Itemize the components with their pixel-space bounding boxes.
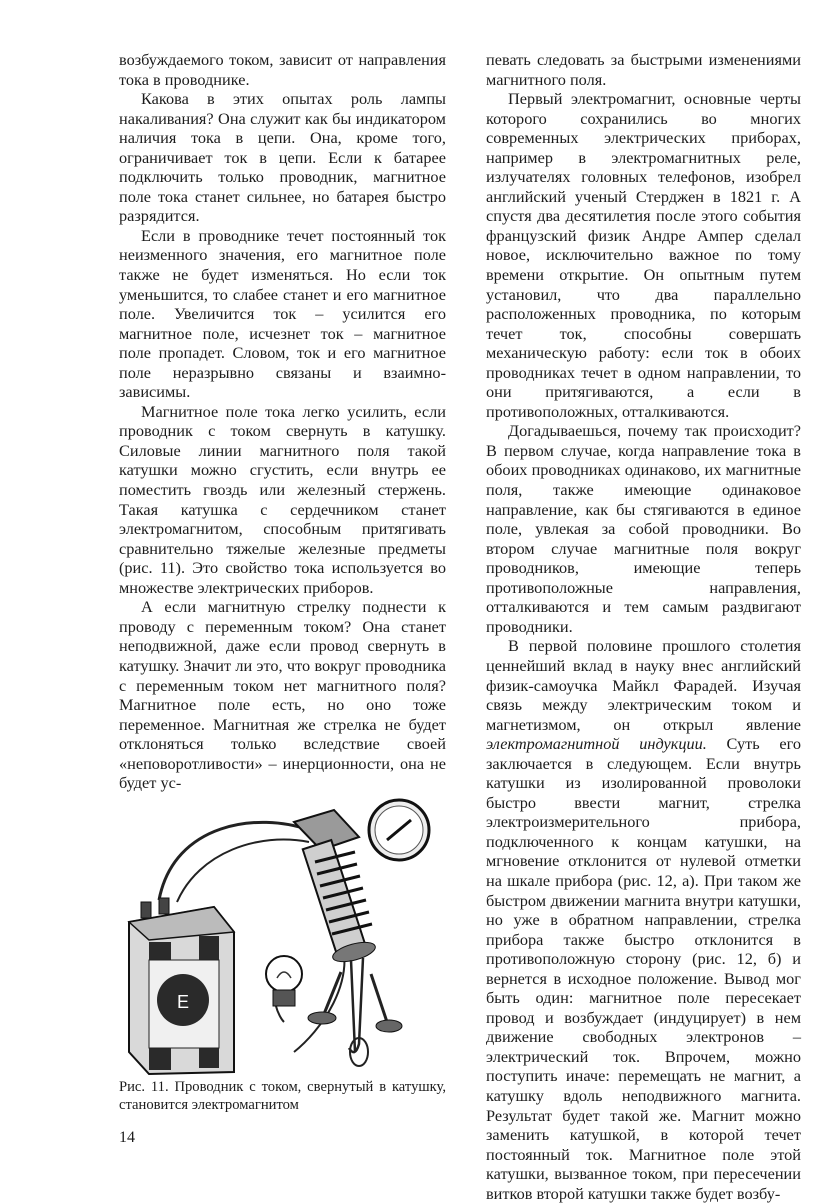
electromagnet-drawing (119, 782, 446, 1077)
left-paragraph-5: А если магнитную стрелку поднести к проводу с переменным током? Она станет неподвижной, даже если провод свернуть в катушку. Значит ли это, что вокруг проводника с переменным током нет магнитного поля? Магнитное поле есть, но оно тоже переменное. Магнитная же стрелка не будет отклоняться только вследствие своей «неповоротливости» – инерционности, она не будет ус- (119, 597, 446, 793)
right-paragraph-0: певать следовать за быстрыми изменениями магнитного поля. (486, 50, 801, 89)
left-column (119, 50, 446, 793)
figure-11-electromagnet-illustration (119, 782, 446, 1077)
right-paragraph-1: Первый электромагнит, основные черты которого сохранились во многих современных электрических приборах, например в электромагнитных реле, излучателях головных телефонов, изобрел английский ученый Стерджен в 1821 г. А спустя два десятилетия после этого события французский физик Андре Ампер сделал новое, исключительно важное по тому времени открытие. Он опытным путем установил, что два параллельно расположенных проводника, по которым течет ток, способны совершать механическую работу: если ток в обоих проводниках течет в одном направлении, то они притягиваются, а если в противоположных, отталкиваются. (486, 89, 801, 421)
lamp-bulb-icon (266, 956, 302, 1006)
compass-icon (369, 800, 429, 860)
page-number: 14 (119, 1129, 135, 1146)
right-column (486, 50, 801, 1203)
emphasized-term: электромагнитной индукции. (486, 734, 707, 754)
figure-caption: Рис. 11. Проводник с током, свернутый в катушку, становится электромагнитом (119, 1079, 446, 1113)
left-paragraph-1: возбуждаемого током, зависит от направления тока в проводнике. (119, 50, 446, 89)
battery-icon (129, 898, 234, 1074)
tacks-icon (308, 972, 402, 1032)
coil-with-bolt-icon (294, 810, 377, 965)
left-paragraph-4: Магнитное поле тока легко усилить, если проводник с током свернуть в катушку. Силовые линии магнитного поля такой катушки можно сгустить, если внутрь ее поместить гвоздь или железный стержень. Такая катушка с сердечником станет электромагнитом, способным притягивать сравнительно тяжелые железные предметы (рис. 11). Это свойство тока используется во множестве электрических приборов. (119, 401, 446, 597)
safety-pin-icon (349, 958, 368, 1066)
right-paragraph-3 (486, 636, 801, 1203)
right-paragraph-2: Догадываешься, почему так происходит? В первом случае, когда направление тока в обоих проводниках одинаково, их магнитные поля, также имеющие одинаковое направление, как бы стягиваются в единое поле, увлекая за собой проводники. Во втором случае магнитные поля вокруг проводников, имеющие теперь противоположные направления, отталкиваются и тем самым раздвигают проводники. (486, 421, 801, 636)
right-paragraph-3-rest: Суть его заключается в следующем. Если внутрь катушки из изолированной проволоки быстро ввести магнит, стрелка электроизмерительного прибора, подключенного к концам катушки, на мгновение отклонится от нулевой отметки на шкале прибора (рис. 12, а). При таком же быстром движении магнита внутри катушки, но уже в обратном направлении, стрелка прибора также быстро отклонится в противоположную сторону (рис. 12, б) и вернется в исходное положение. Вывод мог быть один: магнитное поле пересекает провод и возбуждает (индуцирует) в нем движение свободных электронов – электрический ток. Впрочем, можно поступить иначе: перемещать не магнит, а катушку вдоль неподвижного магнита. Результат будет такой же. Магнит можно заменить катушкой, в которой течет постоянный ток. Магнитное поле этой катушки, вызванное током, при пересечении витков второй катушки также будет возбу- (486, 734, 802, 1203)
left-paragraph-2: Какова в этих опытах роль лампы накаливания? Она служит как бы индикатором наличия тока в цепи. Она, кроме того, ограничивает ток в цепи. Если к батарее подключить только проводник, магнитное поле тока станет сильнее, но батарея быстро разрядится. (119, 89, 446, 226)
left-paragraph-3: Если в проводнике течет постоянный ток неизменного значения, его магнитное поле также не будет изменяться. Но если ток уменьшится, то слабее станет и его магнитное поле. Увеличится ток – усилится его магнитное поле, исчезнет ток – магнитное поле пропадет. Словом, ток и его магнитное поле неразрывно связаны и взаимно-зависимы. (119, 225, 446, 402)
right-paragraph-3-start: В первой половине прошлого столетия ценнейший вклад в науку внес английский физик-самоучка Майкл Фарадей. Изучая связь между электрическим током и магнетизмом, он открыл явление (486, 636, 801, 734)
battery-mark: E (176, 992, 190, 1012)
